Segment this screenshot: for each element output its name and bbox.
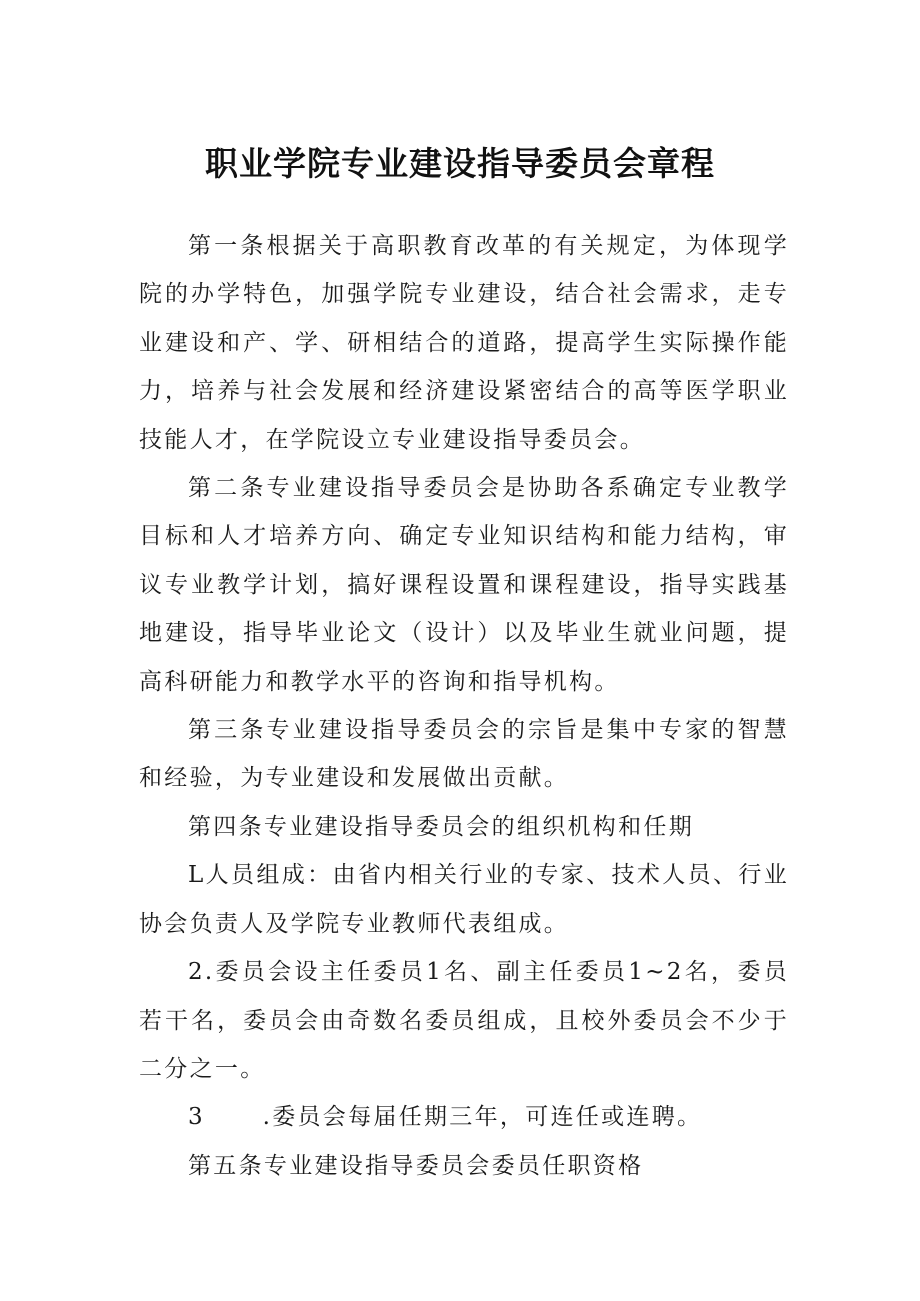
article-1-paragraph: 第一条根据关于高职教育改革的有关规定，为体现学院的办学特色，加强学院专业建设，结合社会需求，走专业建设和产、学、研相结合的道路，提高学生实际操作能力，培养与社会发展和经济建设紧密结合的高等医学职业技能人才，在学院设立专业建设指导委员会。 (139, 233, 789, 453)
document-title: 职业学院专业建设指导委员会章程 (205, 144, 715, 183)
article-4-item-3: 3 .委员会每届任期三年，可连任或连聘。 (188, 1104, 703, 1131)
article-5-heading: 第五条专业建设指导委员会委员任职资格 (188, 1152, 644, 1179)
document-body (139, 222, 789, 1190)
article-4-item-2: 2.委员会设主任委员1名、副主任委员1~2名，委员若干名，委员会由奇数名委员组成，且校外委员会不少于二分之一。 (139, 959, 789, 1082)
article-3-paragraph: 第三条专业建设指导委员会的宗旨是集中专家的智慧和经验，为专业建设和发展做出贡献。 (139, 717, 789, 792)
article-4-heading: 第四条专业建设指导委员会的组织机构和任期 (188, 813, 694, 840)
article-4-item-1: L人员组成：由省内相关行业的专家、技术人员、行业协会负责人及学院专业教师代表组成。 (139, 862, 789, 937)
article-2-paragraph: 第二条专业建设指导委员会是协助各系确定专业教学目标和人才培养方向、确定专业知识结构和能力结构，审议专业教学计划，搞好课程设置和课程建设，指导实践基地建设，指导毕业论文（设计）以及毕业生就业问题，提高科研能力和教学水平的咨询和指导机构。 (139, 475, 789, 695)
